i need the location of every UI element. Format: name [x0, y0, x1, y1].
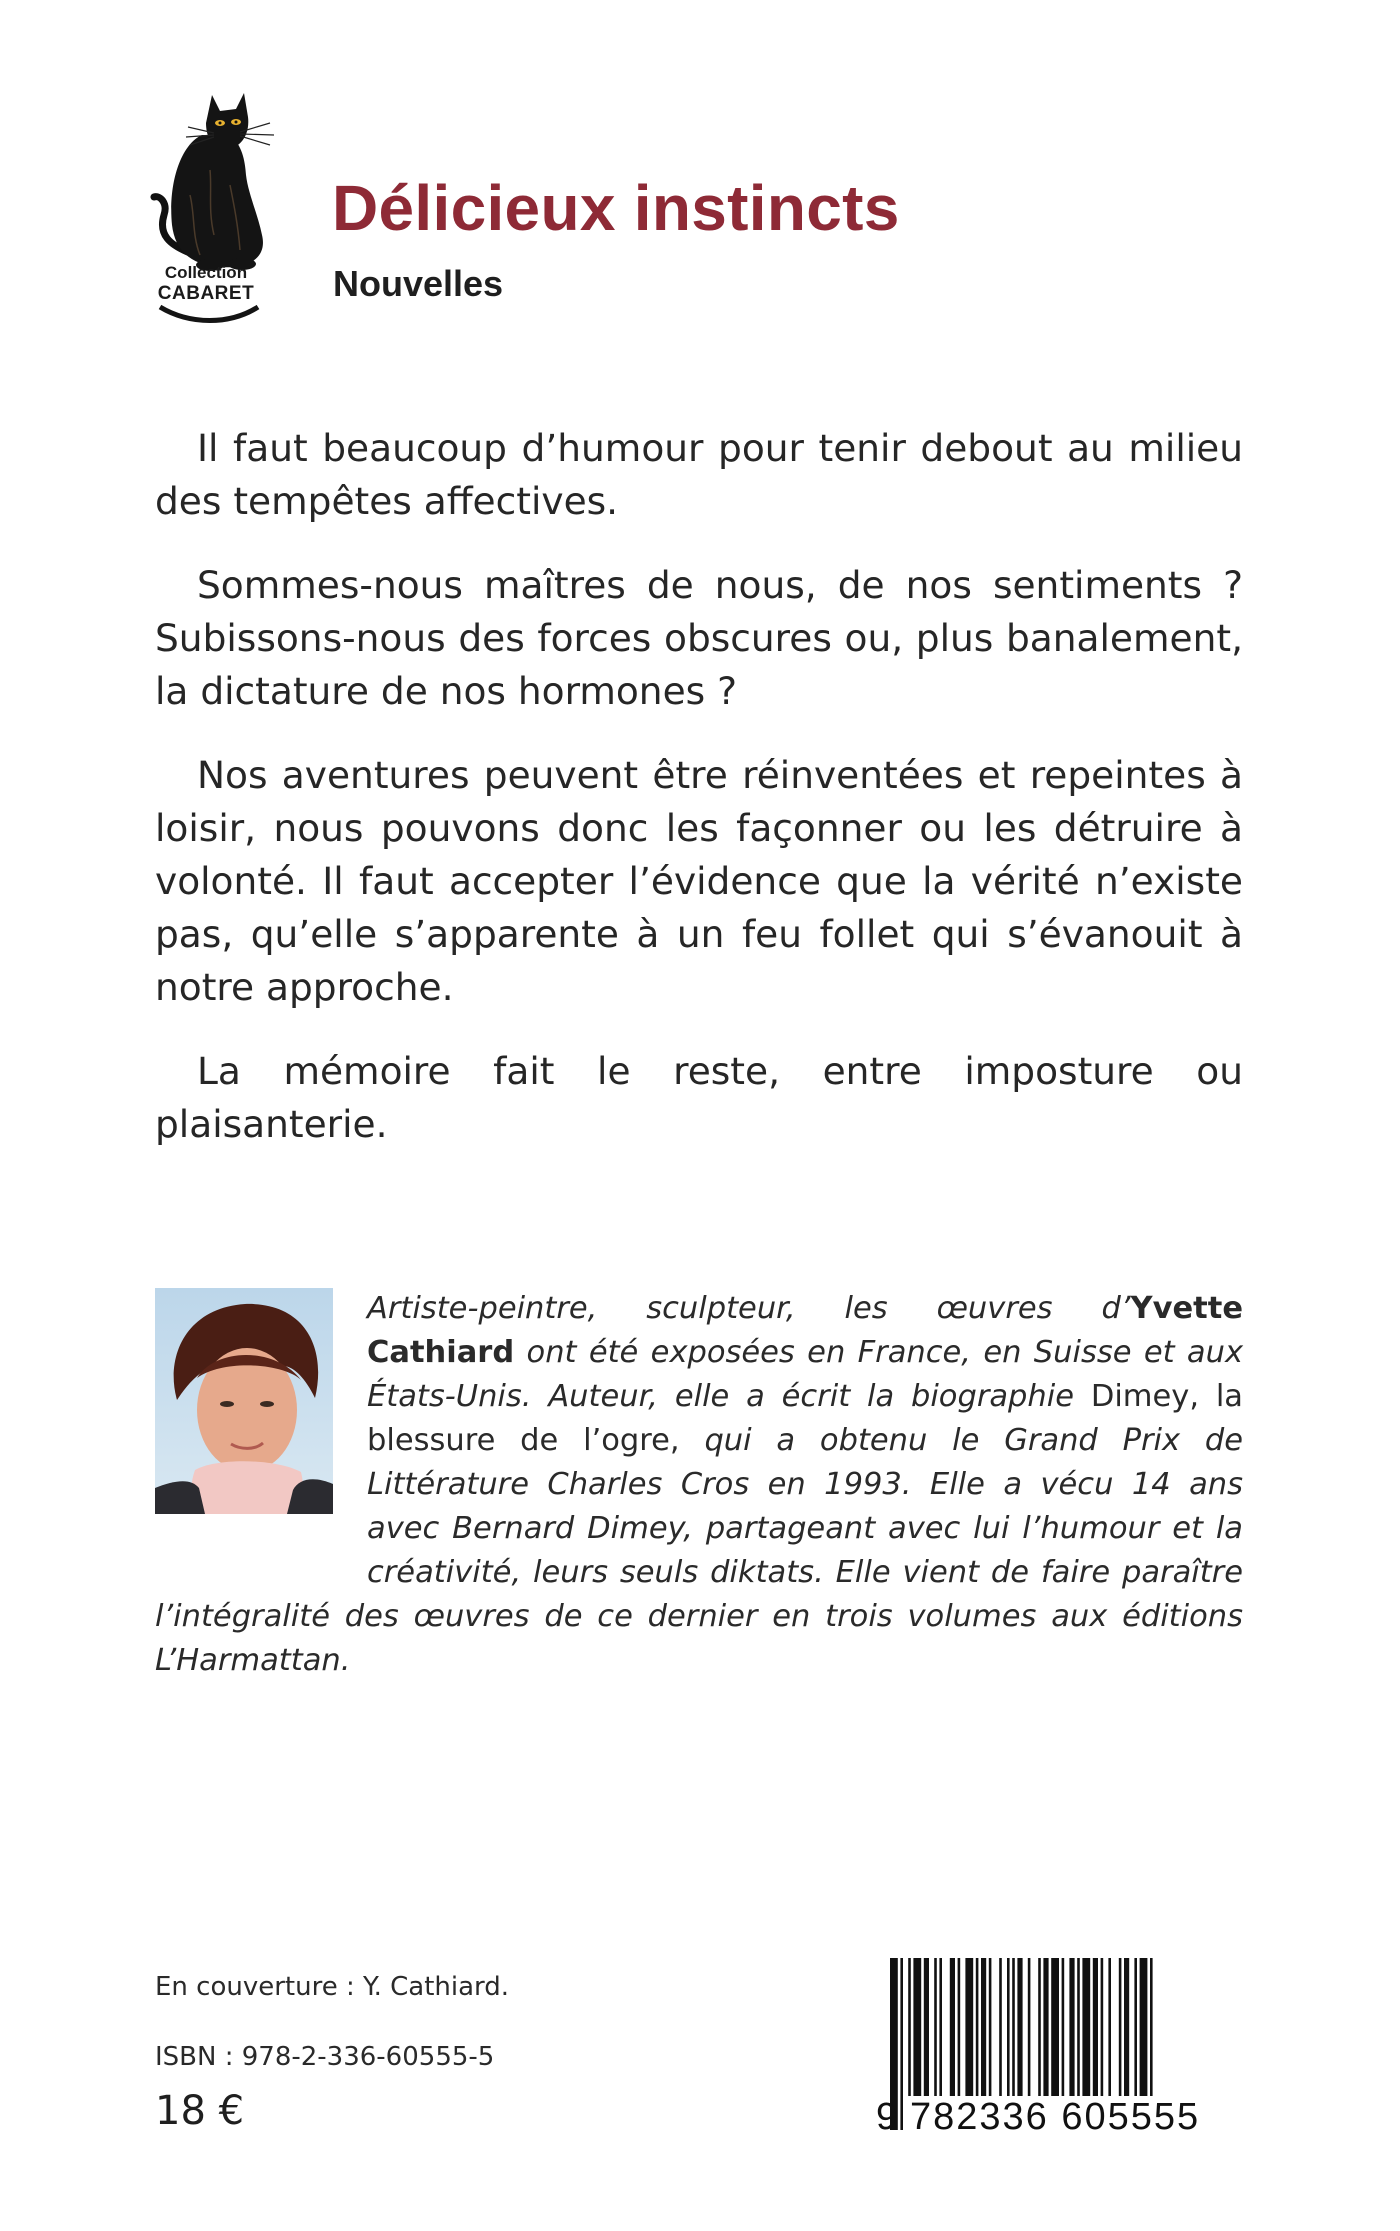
- collection-name: CABARET: [157, 283, 255, 304]
- bio-text: Artiste-peintre, sculpteur, les œuvres d’: [367, 1291, 1131, 1326]
- author-name: Yvette Cathiard: [367, 1291, 1243, 1370]
- barcode-bar: [989, 1958, 992, 2106]
- collection-logo: [150, 75, 300, 330]
- barcode-first-digit: 9: [876, 2096, 900, 2138]
- barcode-bar: [950, 1958, 955, 2106]
- barcode-bar: [999, 1958, 1002, 2106]
- back-cover-blurb: [155, 422, 1243, 1182]
- barcode-bar: [1038, 1958, 1041, 2106]
- price: 18 €: [155, 2088, 245, 2134]
- blurb-paragraph: Il faut beaucoup d’humour pour tenir debout au milieu des tempêtes affectives.: [155, 426, 1243, 523]
- barcode-bar: [958, 1958, 961, 2106]
- blurb-paragraph: La mémoire fait le reste, entre imposture ou plaisanterie.: [155, 1049, 1243, 1146]
- barcode-bar: [1007, 1958, 1010, 2106]
- barcode-bar: [934, 1958, 937, 2106]
- barcode-bar: [939, 1958, 942, 2106]
- barcode-bar: [1108, 1958, 1111, 2106]
- blurb-paragraph: Nos aventures peuvent être réinventées et repeintes à loisir, nous pouvons donc les façonner ou les détruire à volonté. Il faut accepter l’évidence que la vérité n’existe pas, qu’elle s’apparente à un feu follet qui s’évanouit à notre approche.: [155, 753, 1243, 1009]
- barcode-bar: [1124, 1958, 1129, 2106]
- biography-title: Dimey, la blessure de l’ogre,: [367, 1379, 1243, 1458]
- bio-text: qui a obtenu le Grand Prix de Littérature Charles Cros en 1993. Elle a vécu 14 ans avec Bernard Dimey, partageant avec lui l’humour et la créativité, leurs seuls diktats. Elle vient de faire paraître l’intégralité des œuvres de ce dernier en trois volumes aux éditions L’Harmattan.: [155, 1423, 1243, 1678]
- barcode-bar: [1119, 1958, 1122, 2106]
- book-title: Délicieux instincts: [332, 172, 900, 244]
- barcode-bar: [1082, 1958, 1090, 2106]
- barcode-bar: [1134, 1958, 1137, 2106]
- barcode-bar: [1062, 1958, 1065, 2106]
- barcode-number: 782336 605555: [906, 2096, 1204, 2139]
- barcode-bar: [1093, 1958, 1098, 2106]
- barcode-bar: [1051, 1958, 1059, 2106]
- barcode-bar: [924, 1958, 929, 2106]
- barcode-bar: [1069, 1958, 1074, 2106]
- blurb-paragraph: Sommes-nous maîtres de nous, de nos sentiments ? Subissons-nous des forces obscures ou, plus banalement, la dictature de nos hormones ?: [155, 563, 1243, 713]
- cover-credit: En couverture : Y. Cathiard.: [155, 1972, 510, 2002]
- barcode-bar: [913, 1958, 921, 2106]
- barcode-bar: [976, 1958, 979, 2106]
- barcode-bar: [1077, 1958, 1080, 2106]
- barcode-bar: [1043, 1958, 1048, 2106]
- barcode-bar: [965, 1958, 973, 2106]
- isbn: ISBN : 978-2-336-60555-5: [155, 2042, 495, 2072]
- barcode-bar: [1028, 1958, 1031, 2106]
- barcode-bar: [981, 1958, 986, 2106]
- book-genre: Nouvelles: [333, 263, 504, 304]
- photo-spacer: [155, 1287, 367, 1553]
- collection-label: Collection: [164, 263, 248, 282]
- barcode-bar: [900, 1958, 903, 2130]
- barcode-bar: [1101, 1958, 1104, 2106]
- bio-text: ont été exposées en France, en Suisse et aux États-Unis. Auteur, elle a écrit la biographie: [367, 1335, 1243, 1414]
- barcode-bar: [908, 1958, 911, 2106]
- author-bio: [155, 1287, 1243, 1683]
